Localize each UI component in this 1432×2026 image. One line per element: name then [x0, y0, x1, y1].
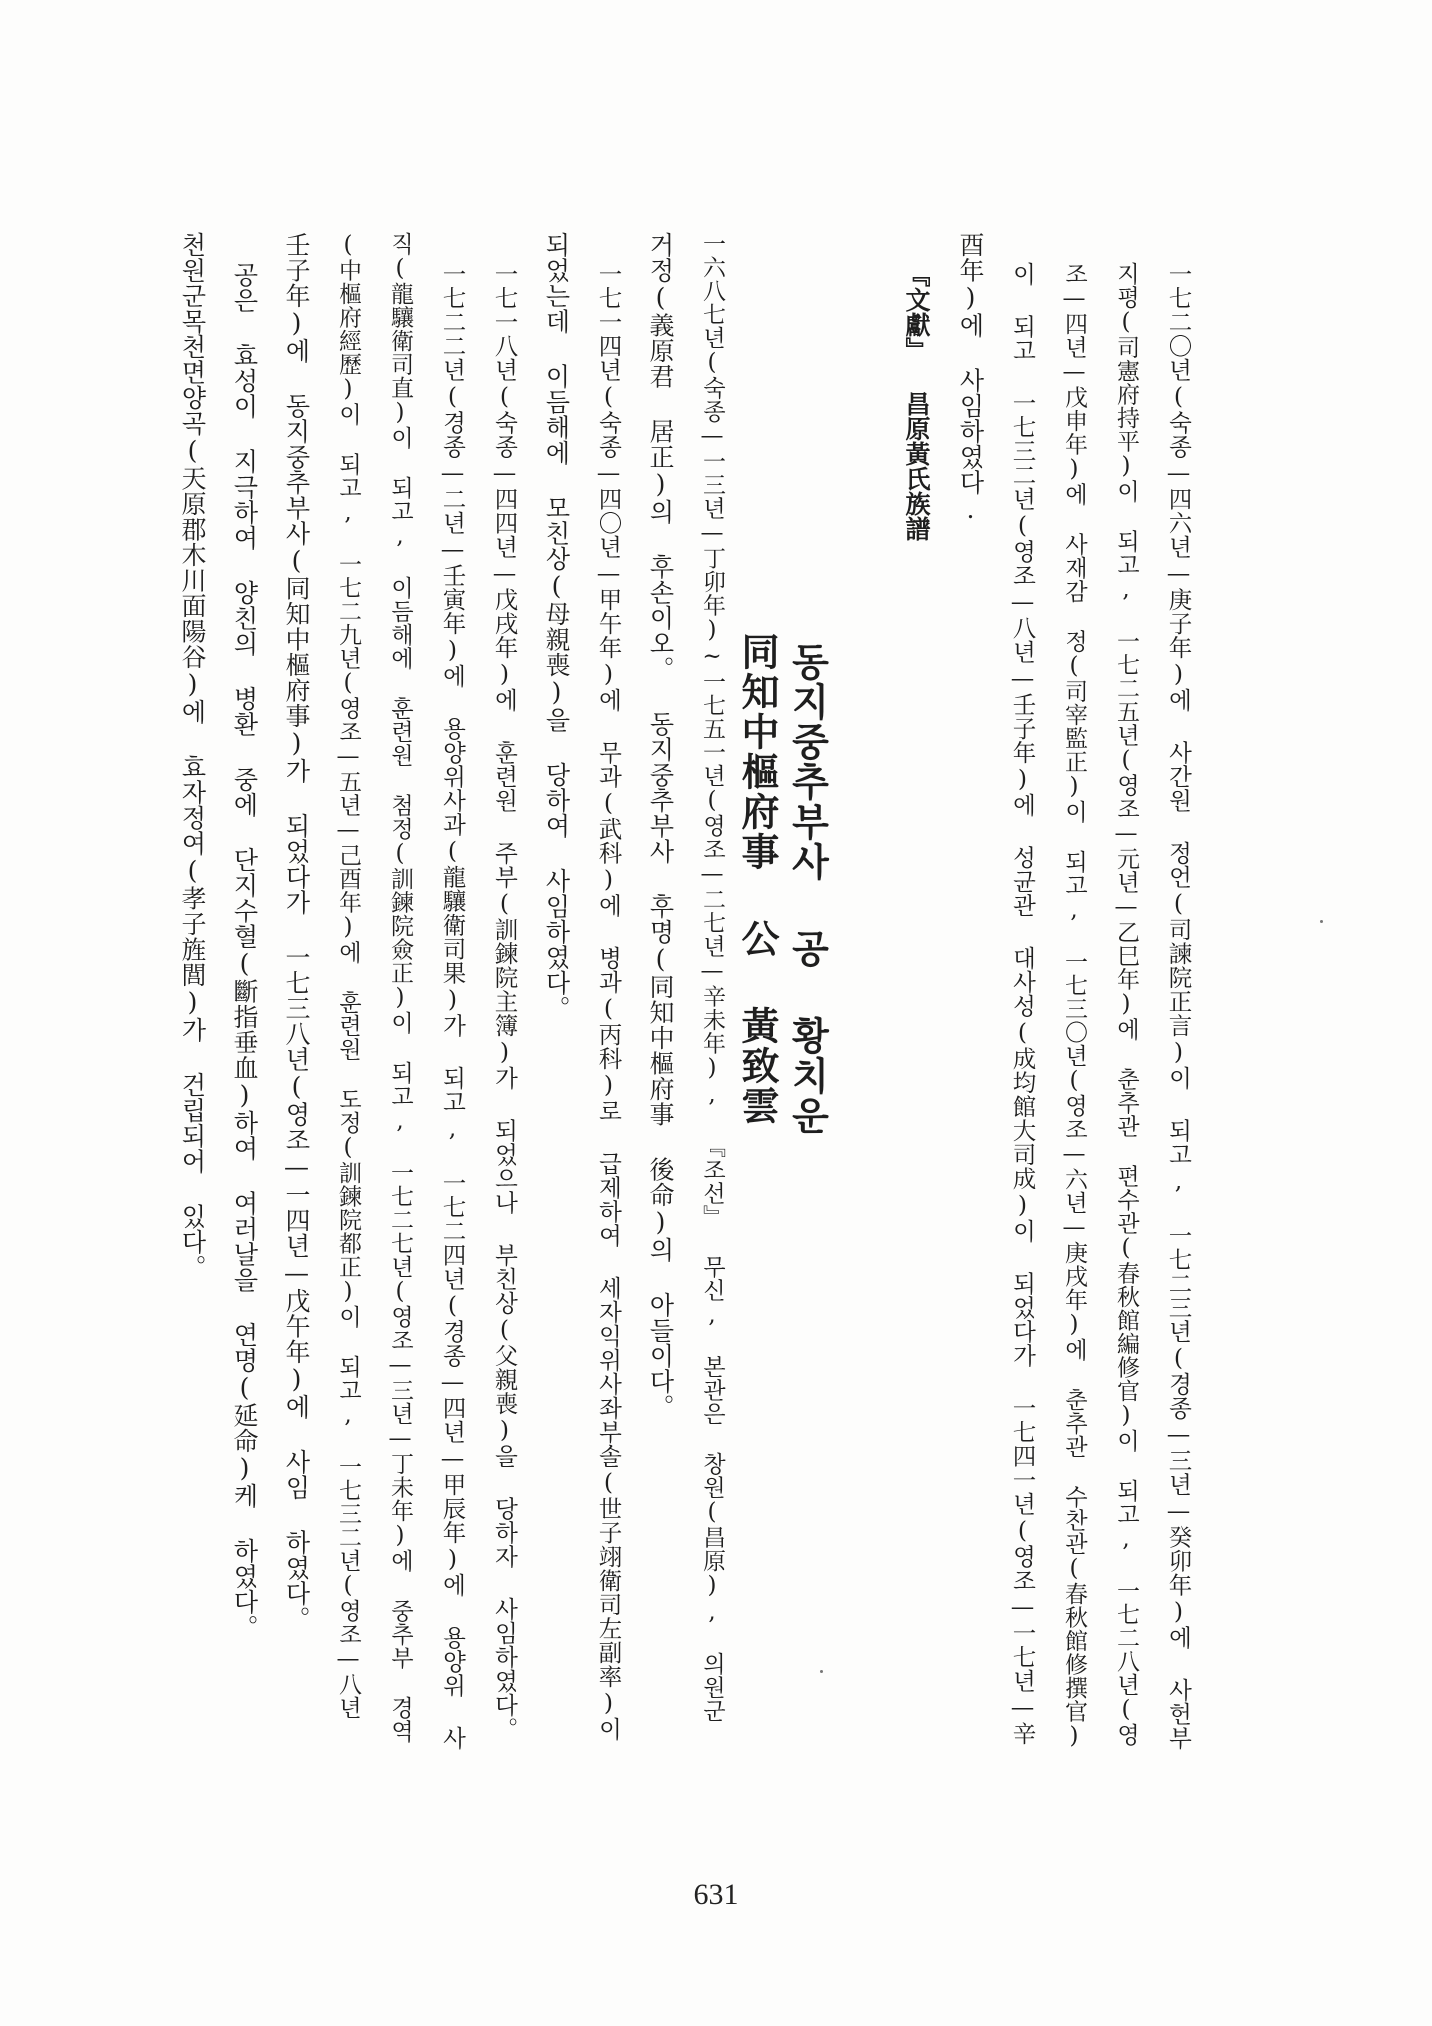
section-title-hanja: 同知中樞府事 公 黃致雲 — [735, 632, 780, 1126]
text-line: 壬子年)에 동지중추부사(同知中樞府事)가 되었다가 一七三八년(영조—一四년—戊午年)에 사임 하였다。 — [282, 232, 311, 1632]
text-line: 직(龍驤衛司直)이 되고, 이듬해에 훈련원 첨정(訓鍊院僉正)이 되고, 一七二七년(영조—三년—丁未年)에 중추부 경역 — [387, 232, 413, 1743]
text-line: (中樞府經歷)이 되고, 一七二九년(영조—五년—己酉年)에 훈련원 도정(訓鍊院都正)이 되고, 一七三二년(영조—八년 — [335, 232, 361, 1720]
text-line: 酉年)에 사임하였다. — [956, 232, 985, 525]
text-line: 거정(義原君 居正)의 후손이오。 동지중추부사 후명(同知中樞府事 後命)의 아들이다。 — [646, 232, 675, 1420]
text-line: 一七二二년(경종—二년—壬寅年)에 용양위사과(龍驤衛司果)가 되고, 一七二四년(경종—四년—甲辰年)에 용양위 사 — [438, 262, 467, 1750]
text-line: 一六八七년(숙종—一三년—丁卯年)~一七五一년(영조—二七년—辛未年), 『조선』 무신, 본관은 창원(昌原), 의원군 — [699, 232, 725, 1723]
source-citation: 『文獻』 昌原黃氏族譜 — [902, 262, 931, 541]
text-line: 지평(司憲府持平)이 되고, 一七二五년(영조—元년—乙巳年)에 춘추관 편수관(春秋館編修官)이 되고, 一七二八년(영 — [1113, 262, 1139, 1747]
section-title-korean: 동지중추부사 공 황치운 — [785, 642, 830, 1136]
text-line: 一七二〇년(숙종—四六년—庚子年)에 사간원 정언(司諫院正言)이 되고, 一七二三년(경종—三년—癸卯年)에 사헌부 — [1164, 262, 1193, 1750]
text-line: 공은 효성이 지극하여 양친의 병환 중에 단지수혈(斷指垂血)하여 여러날을 연명(延命)케 하였다。 — [230, 262, 259, 1640]
text-line: 조—四년—戊申年)에 사재감 정(司宰監正)이 되고, 一七三〇년(영조—六년—庚戌年)에 춘추관 수찬관(春秋館修撰官) — [1061, 262, 1087, 1750]
text-line: 천원군목천면양곡(天原郡木川面陽谷)에 효자정여(孝子旌閭)가 건립되어 있다。 — [178, 232, 207, 1280]
scan-speck — [820, 1670, 823, 1673]
text-line: 되었는데 이듬해에 모친상(母親喪)을 당하여 사임하였다。 — [542, 232, 571, 1021]
page-number: 631 — [693, 1878, 739, 1911]
text-line: 一七一四년(숙종—四〇년—甲午年)에 무과(武科)에 병과(丙科)로 급제하여 세자익위사좌부솔(世子翊衛司左副率)이 — [594, 262, 623, 1741]
text-line: 이 되고 一七三二년(영조—八년—壬子年)에 성균관 대사성(成均館大司成)이 되었다가 一七四一년(영조—一七년—辛 — [1008, 262, 1037, 1746]
scan-speck — [1320, 920, 1323, 923]
text-line: 一七一八년(숙종—四四년—戊戌年)에 훈련원 주부(訓鍊院主簿)가 되었으나 부친상(父親喪)을 당하자 사임하였다。 — [490, 262, 519, 1741]
